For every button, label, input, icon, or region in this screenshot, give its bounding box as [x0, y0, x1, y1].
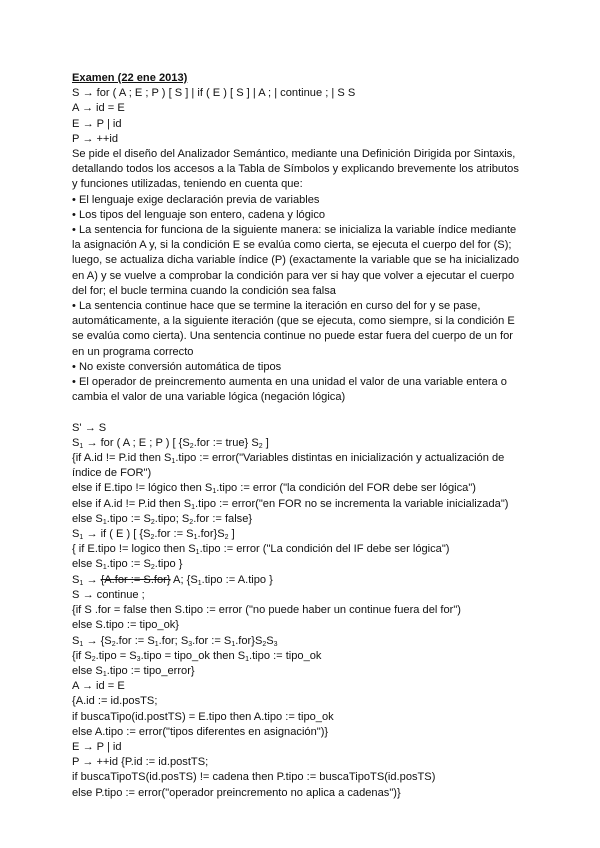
solution-line: $S_1 \to \{A.for$ := S.for} A; {$S_1.tipo$ := A.tipo } — [72, 573, 273, 587]
statement-line: • Los tipos del lenguaje son entero, cadena y lógico — [72, 208, 326, 221]
solution-line: A → id = E — [72, 680, 125, 693]
statement-line: del for; el bucle termina cuando la condición sea falsa — [72, 284, 336, 297]
solution-line: $S_1 \to \{S_2.for$ := $S_1.for$; $S_3.for$ := $S_1.for\}S_2S_3$ — [72, 634, 278, 648]
statement-line: • La sentencia continue hace que se termine la iteración en curso del for y se pase, — [72, 300, 481, 313]
statement-line: Se pide el diseño del Analizador Semántico, mediante una Definición Dirigida por Sintaxis, — [72, 148, 516, 161]
struck-text: {A.for := S.for} — [100, 573, 171, 586]
solution-line: else A.tipo := error("tipos diferentes en asignación")} — [72, 725, 329, 738]
statement-line: • El lenguaje exige declaración previa de variables — [72, 193, 320, 206]
statement-line: y funciones utilizadas, teniendo en cuenta que: — [72, 178, 303, 191]
solution-line: {if S .for = false then S.tipo := error ("no puede haber un continue fuera del for") — [72, 604, 461, 617]
statement-line: en un programa correcto — [72, 345, 194, 358]
statement-line: automáticamente, a la siguiente iteración (que se ejecuta, como siempre, si la condición E — [72, 315, 515, 328]
statement-line: cambia el valor de una variable lógica (negación lógica) — [72, 391, 346, 404]
solution-line: $S_1$ → for ( A ; E ; P ) [ {$S_2.for$ := true} $S_2$ ] — [72, 436, 269, 450]
solution-line: {if $S_2.tipo$ = $S_3.tipo$ = tipo_ok then $S_1.tipo$ := tipo_ok — [72, 649, 322, 663]
statement-line: la asignación A y, si la condición E se evalúa como cierta, se ejecuta el cuerpo del for (S); — [72, 239, 512, 252]
grammar-rule: E → P | id — [72, 117, 122, 130]
grammar-rule: A → id = E — [72, 102, 125, 115]
solution-line: else if A.id != P.id then $S_1.tipo$ := error("en FOR no se incrementa la variable inicializada") — [72, 497, 509, 511]
statement-line: luego, se actualiza dicha variable índice (P) (exactamente la variable que se ha inicializado — [72, 254, 520, 267]
statement-line: en A) y se vuelve a comprobar la condición para ver si hay que volver a ejecutar el cuerpo — [72, 269, 515, 282]
solution-line: { if E.tipo != logico then $S_1.tipo$ := error ("La condición del IF debe ser lógica") — [72, 543, 450, 557]
statement-line: • La sentencia for funciona de la siguiente manera: se inicializa la variable índice mediante — [72, 224, 517, 237]
exam-title: Examen (22 ene 2013) — [72, 72, 188, 84]
solution-line: S' → S — [72, 421, 107, 434]
statement-line: detallando todos los accesos a la Tabla de Símbolos y explicando brevemente los atributos — [72, 163, 519, 176]
solution-line: if buscaTipo(id.postTS) = E.tipo then A.tipo := tipo_ok — [72, 710, 334, 723]
spacer — [72, 405, 532, 420]
solution-line: else if E.tipo != lógico then $S_1.tipo$ := error ("la condición del FOR debe ser lógica") — [72, 482, 476, 496]
grammar-rule: P → ++id — [72, 132, 119, 145]
solution-line: E → P | id — [72, 740, 122, 753]
solution-line: S → continue ; — [72, 588, 145, 601]
solution-line: else S.tipo := tipo_ok} — [72, 619, 180, 632]
solution-line: else $S_1.tipo$ := $S_2.tipo$ } — [72, 558, 183, 572]
solution-block — [72, 421, 532, 801]
solution-line: else $S_1.tipo$ := tipo_error} — [72, 664, 195, 678]
solution-line: $S_1$ → if ( E ) [ {$S_2.for$ := $S_1.for\}S_2$ ] — [72, 528, 235, 542]
solution-line: {A.id := id.posTS; — [72, 695, 158, 708]
statement-block — [72, 147, 532, 405]
grammar-block — [72, 86, 532, 147]
solution-line: else P.tipo := error("operador preincremento no aplica a cadenas")} — [72, 786, 401, 799]
statement-line: • El operador de preincremento aumenta en una unidad el valor de una variable entera o — [72, 376, 507, 389]
statement-line: • No existe conversión automática de tipos — [72, 360, 282, 373]
document-page — [72, 71, 532, 801]
solution-line: if buscaTipoTS(id.posTS) != cadena then P.tipo := buscaTipoTS(id.posTS) — [72, 771, 436, 784]
grammar-rule: S → for ( A ; E ; P ) [ S ] | if ( E ) [ S ] | A ; | continue ; | S S — [72, 87, 356, 100]
solution-line: P → ++id {P.id := id.postTS; — [72, 756, 209, 769]
solution-line: else $S_1.tipo$ := $S_2.tipo$; $S_2.for$ := false} — [72, 512, 253, 526]
statement-line: se evalúa como cierta). Una sentencia continue no puede estar fuera del cuerpo de un for — [72, 330, 513, 343]
solution-line: índice de FOR") — [72, 467, 152, 480]
solution-line: {if A.id != P.id then $S_1.tipo$ := error("Variables distintas en inicialización y actualización de — [72, 452, 505, 466]
